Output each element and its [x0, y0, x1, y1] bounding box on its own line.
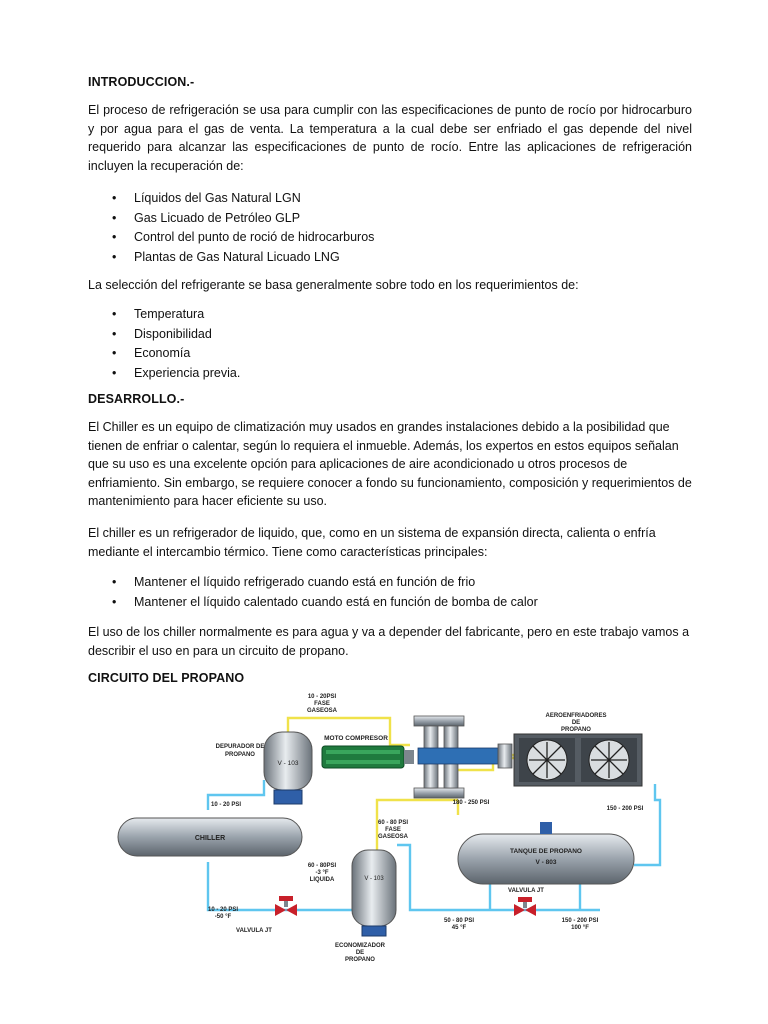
motocompresor	[322, 716, 512, 798]
list-item: • Temperatura	[112, 307, 205, 321]
tank-label-1: TANQUE DE PROPANO	[510, 848, 582, 855]
p-180-250-label: 180 - 250 PSI	[452, 800, 490, 806]
aero-label-2: DE	[571, 720, 581, 726]
list-item: • Líquidos del Gas Natural LGN	[112, 191, 301, 205]
aeroenfriadores	[514, 713, 642, 786]
intro-paragraph: El proceso de refrigeración se usa para cumplir con las especificaciones de punto de rocío por hidrocarburo y por agua para el gas de venta. La temperatura a la cual debe ser enfriado el gas depende del nivel requerido para alcanzar las especificaciones de punto de rocío. Entre las aplicaciones de refrigeración incluyen la recuperación de:	[88, 103, 692, 173]
p-50-80-label-2: 45 °F	[451, 925, 467, 931]
liq-mid-label-3: LIQUIDA	[309, 877, 335, 883]
gas-mid-label-1: 60 - 80 PSI	[377, 820, 409, 826]
depurador-vessel	[264, 732, 312, 804]
p-150-200-right-label: 150 - 200 PSI	[606, 806, 644, 812]
valve-jt-left	[275, 896, 297, 916]
list-item: • Gas Licuado de Petróleo GLP	[112, 210, 301, 225]
motocompresor-label: MOTO COMPRESOR	[324, 735, 388, 742]
v103-bottom-label: V - 103	[364, 876, 384, 882]
list-item: • Disponibilidad	[112, 326, 212, 341]
p-150-200-bottom-label-1: 150 - 200 PSI	[561, 918, 599, 924]
development-paragraph-3: El uso de los chiller normalmente es para agua y va a depender del fabricante, pero en este trabajo vamos a describir el uso en para un circuito de propano.	[88, 625, 690, 658]
economizador-vessel	[352, 850, 396, 936]
p-10-20-left-label: 10 - 20 PSI	[210, 802, 242, 808]
gas-top-label-1: 10 - 20PSI	[307, 694, 337, 700]
gas-top-label-3: GASEOSA	[306, 708, 338, 714]
gas-mid-label-3: GASEOSA	[377, 834, 409, 840]
selection-text: La selección del refrigerante se basa generalmente sobre todo en los requerimientos de:	[88, 278, 579, 292]
v103-top-label: V - 103	[277, 760, 299, 767]
aero-label-1: AEROENFRIADORES	[545, 713, 607, 719]
economizador-label-2: DE	[355, 950, 365, 956]
gas-mid-label-2: FASE	[385, 827, 401, 833]
valve-left-label: VALVULA JT	[236, 928, 272, 934]
liq-mid-label-1: 60 - 80PSI	[307, 863, 337, 869]
p-10-20-bottom-label-2: -50 °F	[214, 914, 232, 920]
economizador-label-3: PROPANO	[345, 957, 375, 963]
list-item: • Experiencia previa.	[112, 365, 241, 380]
aero-label-3: PROPANO	[561, 727, 591, 733]
p-10-20-bottom-label-1: 10 - 20 PSI	[207, 907, 239, 913]
economizador-label-1: ECONOMIZADOR	[335, 943, 385, 949]
list-item: • Economía	[112, 346, 191, 360]
list-item: • Control del punto de roció de hidrocarburos	[112, 230, 375, 244]
p-150-200-bottom-label-2: 100 °F	[571, 925, 589, 931]
intro-heading: INTRODUCCION.-	[88, 75, 195, 89]
circuit-heading: CIRCUITO DEL PROPANO	[88, 671, 245, 685]
development-paragraph-1: El Chiller es un equipo de climatización muy usados en grandes instalaciones debido a la posibilidad que tienen de enfriar o calentar, según lo requiera el inmueble. Además, los expertos en estos equipos señalan que su uso es una excelente opción para aplicaciones de aire acondicionado u otros procesos de enfriamiento. Sin embargo, se requiere conocer a fondo su funcionamiento, composición y requerimientos de mantenimiento para hacer eficiente su uso.	[88, 420, 692, 508]
list-item: • Plantas de Gas Natural Licuado LNG	[112, 249, 340, 264]
p-50-80-label-1: 50 - 80 PSI	[443, 918, 475, 924]
list-item: • Mantener el líquido calentado cuando está en función de bomba de calor	[112, 594, 538, 609]
valve-jt-right	[514, 897, 536, 916]
development-paragraph-2: El chiller es un refrigerador de liquido, que, como en un sistema de expansión directa, calienta o enfría mediante el intercambio térmico. Tiene como características principales:	[88, 526, 656, 559]
depurador-label-1: DEPURADOR DE	[215, 744, 265, 750]
tank-label-2: V - 803	[535, 859, 557, 866]
chiller-label: CHILLER	[194, 835, 226, 842]
gas-lines	[288, 718, 515, 852]
gas-top-label-2: FASE	[314, 701, 330, 707]
valve-right-label: VALVULA JT	[508, 888, 544, 894]
development-heading: DESARROLLO.-	[88, 392, 185, 406]
chiller-vessel	[118, 818, 302, 856]
list-item: • Mantener el líquido refrigerado cuando está en función de frio	[112, 575, 476, 589]
propane-tank	[458, 822, 634, 884]
depurador-label-2: PROPANO	[225, 752, 255, 758]
liq-mid-label-2: -3 °F	[315, 870, 329, 876]
